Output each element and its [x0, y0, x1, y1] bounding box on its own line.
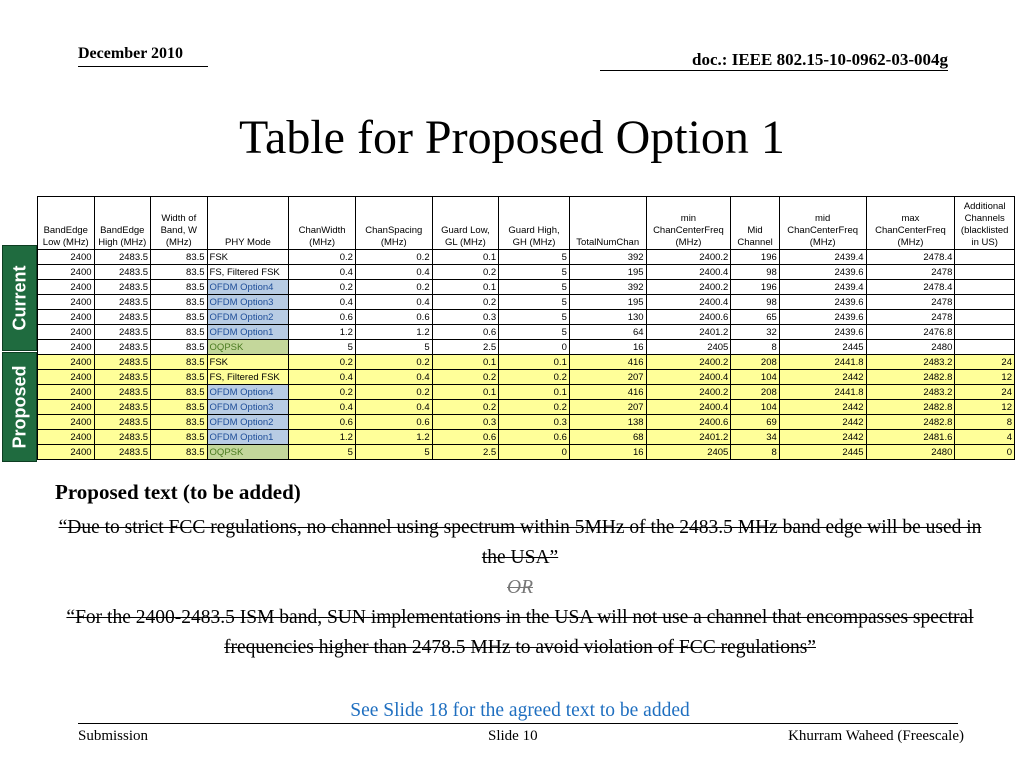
table-cell: 68 — [569, 430, 646, 445]
table-cell — [955, 295, 1015, 310]
table-cell: 2400 — [38, 400, 95, 415]
table-cell: 104 — [731, 370, 779, 385]
table-row — [38, 355, 1015, 370]
table-cell: 5 — [289, 340, 356, 355]
table-cell: 1.2 — [289, 325, 356, 340]
header-date-rule — [78, 66, 208, 67]
phy-mode-cell: FSK — [207, 250, 289, 265]
table-cell: 0 — [499, 445, 570, 460]
table-cell: 0.4 — [355, 400, 432, 415]
table-cell: 1.2 — [355, 430, 432, 445]
table-header-cell: PHY Mode — [207, 197, 289, 250]
table-cell: 83.5 — [151, 265, 208, 280]
quote-usa-band-edge: “Due to strict FCC regulations, no channel using spectrum within 5MHz of the 2483.5 MHz band edge will be used in the USA” — [58, 517, 982, 568]
table-cell: 0.2 — [355, 385, 432, 400]
table-row — [38, 250, 1015, 265]
table-cell: 2400.6 — [646, 310, 731, 325]
table-cell: 2439.6 — [779, 265, 866, 280]
table-row — [38, 280, 1015, 295]
table-cell: 2478.4 — [866, 280, 955, 295]
table-cell: 196 — [731, 250, 779, 265]
table-cell: 0.2 — [289, 355, 356, 370]
table-cell: 8 — [731, 445, 779, 460]
table-cell: 2400 — [38, 370, 95, 385]
table-cell: 2478.4 — [866, 250, 955, 265]
table-cell: 0.2 — [432, 295, 499, 310]
table-cell: 2400 — [38, 355, 95, 370]
table-cell: 0.6 — [499, 430, 570, 445]
table-cell: 24 — [955, 355, 1015, 370]
table-row — [38, 265, 1015, 280]
table-cell: 2439.4 — [779, 250, 866, 265]
agreed-text-note: See Slide 18 for the agreed text to be added — [350, 700, 690, 721]
table-cell: 2400 — [38, 325, 95, 340]
table-cell: 0.6 — [355, 415, 432, 430]
table-cell: 2483.5 — [94, 250, 151, 265]
table-cell: 0.2 — [289, 280, 356, 295]
table-cell: 392 — [569, 280, 646, 295]
table-header-cell: Guard High, GH (MHz) — [499, 197, 570, 250]
side-label-current — [2, 245, 37, 351]
table-cell: 2400.2 — [646, 355, 731, 370]
table-cell: 0.6 — [289, 310, 356, 325]
phy-mode-cell: OFDM Option1 — [207, 430, 289, 445]
table-cell: 83.5 — [151, 370, 208, 385]
table-cell: 416 — [569, 385, 646, 400]
table-cell: 8 — [955, 415, 1015, 430]
table-cell: 2483.5 — [94, 310, 151, 325]
table-cell: 416 — [569, 355, 646, 370]
table-cell: 0.4 — [289, 370, 356, 385]
table-cell: 2483.5 — [94, 295, 151, 310]
phy-mode-cell: OFDM Option3 — [207, 295, 289, 310]
phy-mode-cell: FS, Filtered FSK — [207, 265, 289, 280]
slide-title: Table for Proposed Option 1 — [239, 111, 785, 164]
table-cell: 0.4 — [289, 295, 356, 310]
table-cell: 2441.8 — [779, 355, 866, 370]
table-header-cell: ChanWidth (MHz) — [289, 197, 356, 250]
table-cell: 83.5 — [151, 250, 208, 265]
table-cell: 69 — [731, 415, 779, 430]
table-cell: 0.3 — [432, 415, 499, 430]
table-cell: 2400.2 — [646, 385, 731, 400]
table-cell: 2483.5 — [94, 430, 151, 445]
table-cell: 2442 — [779, 400, 866, 415]
table-cell: 2405 — [646, 340, 731, 355]
table-row — [38, 340, 1015, 355]
table-cell — [955, 340, 1015, 355]
table-cell: 2439.6 — [779, 295, 866, 310]
table-row — [38, 445, 1015, 460]
table-cell: 2400 — [38, 265, 95, 280]
table-cell: 0.2 — [432, 265, 499, 280]
channel-table-wrap — [37, 196, 1015, 460]
table-cell: 0.2 — [355, 250, 432, 265]
table-cell: 2400 — [38, 280, 95, 295]
table-cell: 208 — [731, 385, 779, 400]
table-cell: 104 — [731, 400, 779, 415]
header-date: December 2010 — [78, 45, 183, 62]
table-row — [38, 370, 1015, 385]
table-cell: 16 — [569, 445, 646, 460]
table-cell: 12 — [955, 370, 1015, 385]
table-cell: 24 — [955, 385, 1015, 400]
footer-rule — [78, 723, 958, 724]
table-cell: 83.5 — [151, 400, 208, 415]
table-cell: 2439.6 — [779, 310, 866, 325]
table-cell: 0.2 — [289, 385, 356, 400]
table-cell: 5 — [499, 295, 570, 310]
table-row — [38, 310, 1015, 325]
table-cell: 138 — [569, 415, 646, 430]
table-cell: 4 — [955, 430, 1015, 445]
table-cell: 5 — [499, 325, 570, 340]
table-cell — [955, 265, 1015, 280]
table-cell: 2400 — [38, 250, 95, 265]
phy-mode-cell: OFDM Option4 — [207, 280, 289, 295]
table-cell: 2401.2 — [646, 430, 731, 445]
table-cell: 2400.2 — [646, 250, 731, 265]
table-cell — [955, 280, 1015, 295]
table-cell: 392 — [569, 250, 646, 265]
table-cell: 5 — [499, 250, 570, 265]
channel-table — [37, 196, 1015, 460]
table-row — [38, 430, 1015, 445]
side-label-proposed-text: Proposed — [9, 365, 29, 449]
table-cell: 2483.5 — [94, 265, 151, 280]
table-cell: 2483.5 — [94, 415, 151, 430]
table-cell: 2400 — [38, 385, 95, 400]
table-cell: 1.2 — [355, 325, 432, 340]
table-cell: 83.5 — [151, 280, 208, 295]
table-row — [38, 325, 1015, 340]
table-header-cell: mid ChanCenterFreq (MHz) — [779, 197, 866, 250]
table-cell: 34 — [731, 430, 779, 445]
table-cell: 2483.5 — [94, 325, 151, 340]
table-cell: 0.4 — [289, 400, 356, 415]
header-doc-id: doc.: IEEE 802.15-10-0962-03-004g — [692, 50, 948, 69]
table-cell: 0.2 — [355, 280, 432, 295]
table-cell: 2.5 — [432, 445, 499, 460]
table-cell: 83.5 — [151, 340, 208, 355]
table-cell: 2483.5 — [94, 340, 151, 355]
table-cell: 0.4 — [355, 370, 432, 385]
table-cell: 2478 — [866, 265, 955, 280]
table-cell: 0.2 — [432, 400, 499, 415]
table-cell: 2400 — [38, 415, 95, 430]
table-cell: 2405 — [646, 445, 731, 460]
table-cell: 12 — [955, 400, 1015, 415]
table-cell: 2445 — [779, 340, 866, 355]
table-cell: 2483.2 — [866, 355, 955, 370]
table-cell: 2483.5 — [94, 385, 151, 400]
table-header-cell: Width of Band, W (MHz) — [151, 197, 208, 250]
table-cell: 0.2 — [499, 400, 570, 415]
phy-mode-cell: OFDM Option4 — [207, 385, 289, 400]
table-cell: 208 — [731, 355, 779, 370]
table-cell: 2483.5 — [94, 445, 151, 460]
table-cell: 196 — [731, 280, 779, 295]
side-label-proposed — [2, 352, 37, 462]
table-header-cell: Additional Channels (blacklisted in US) — [955, 197, 1015, 250]
table-header-cell: TotalNumChan — [569, 197, 646, 250]
table-cell: 83.5 — [151, 430, 208, 445]
table-cell: 0.3 — [432, 310, 499, 325]
table-cell: 83.5 — [151, 325, 208, 340]
table-row — [38, 385, 1015, 400]
table-cell: 65 — [731, 310, 779, 325]
table-cell: 5 — [499, 280, 570, 295]
table-cell: 2480 — [866, 445, 955, 460]
table-cell — [955, 250, 1015, 265]
table-cell: 195 — [569, 295, 646, 310]
table-cell — [955, 310, 1015, 325]
table-cell: 2478 — [866, 295, 955, 310]
table-cell: 83.5 — [151, 295, 208, 310]
table-cell: 2482.8 — [866, 400, 955, 415]
table-cell: 5 — [499, 310, 570, 325]
table-cell: 83.5 — [151, 310, 208, 325]
table-cell: 130 — [569, 310, 646, 325]
table-cell: 2400.4 — [646, 400, 731, 415]
table-cell: 2483.5 — [94, 370, 151, 385]
quote-ism-band: “For the 2400-2483.5 ISM band, SUN implementations in the USA will not use a channel that encompasses spectral frequencies higher than 2478.5 MHz to avoid violation of FCC regulations” — [66, 607, 974, 658]
phy-mode-cell: FSK — [207, 355, 289, 370]
table-cell: 2442 — [779, 415, 866, 430]
table-cell: 0.6 — [432, 325, 499, 340]
table-cell: 2481.6 — [866, 430, 955, 445]
table-cell: 2483.5 — [94, 400, 151, 415]
table-cell: 207 — [569, 370, 646, 385]
table-cell: 2480 — [866, 340, 955, 355]
table-cell: 83.5 — [151, 385, 208, 400]
phy-mode-cell: OFDM Option1 — [207, 325, 289, 340]
footer-author: Khurram Waheed (Freescale) — [788, 728, 964, 744]
table-cell: 2441.8 — [779, 385, 866, 400]
table-cell: 0.4 — [355, 295, 432, 310]
table-cell: 195 — [569, 265, 646, 280]
phy-mode-cell: OFDM Option3 — [207, 400, 289, 415]
table-header-cell: Mid Channel — [731, 197, 779, 250]
table-cell: 2483.5 — [94, 280, 151, 295]
table-cell: 0.1 — [432, 280, 499, 295]
table-cell: 2483.5 — [94, 355, 151, 370]
header-doc-rule — [600, 70, 948, 71]
table-cell: 2400.4 — [646, 370, 731, 385]
phy-mode-cell: OFDM Option2 — [207, 310, 289, 325]
table-header-cell: BandEdge Low (MHz) — [38, 197, 95, 250]
table-cell: 5 — [289, 445, 356, 460]
phy-mode-cell: OFDM Option2 — [207, 415, 289, 430]
table-cell: 2400.4 — [646, 265, 731, 280]
table-cell: 0 — [955, 445, 1015, 460]
footer-slide-number: Slide 10 — [488, 728, 538, 744]
table-cell: 0.1 — [432, 250, 499, 265]
table-cell: 0.6 — [432, 430, 499, 445]
table-cell: 5 — [355, 445, 432, 460]
table-header-row — [38, 197, 1015, 250]
table-cell: 0.1 — [432, 355, 499, 370]
table-cell: 5 — [355, 340, 432, 355]
table-header-cell: ChanSpacing (MHz) — [355, 197, 432, 250]
table-cell: 2400 — [38, 430, 95, 445]
phy-mode-cell: OQPSK — [207, 445, 289, 460]
table-cell: 2483.2 — [866, 385, 955, 400]
table-cell: 2401.2 — [646, 325, 731, 340]
table-row — [38, 400, 1015, 415]
table-cell: 98 — [731, 295, 779, 310]
table-cell: 2482.8 — [866, 370, 955, 385]
table-cell: 2439.4 — [779, 280, 866, 295]
table-cell: 83.5 — [151, 445, 208, 460]
table-cell: 2442 — [779, 430, 866, 445]
table-cell: 2400.2 — [646, 280, 731, 295]
table-cell: 83.5 — [151, 355, 208, 370]
table-cell: 0.1 — [499, 385, 570, 400]
table-row — [38, 295, 1015, 310]
proposed-text-heading: Proposed text (to be added) — [55, 480, 301, 504]
table-header-cell: BandEdge High (MHz) — [94, 197, 151, 250]
or-separator: OR — [507, 577, 533, 598]
table-cell: 0.2 — [499, 370, 570, 385]
table-cell: 5 — [499, 265, 570, 280]
table-cell: 0.6 — [355, 310, 432, 325]
table-cell: 2476.8 — [866, 325, 955, 340]
side-label-current-text: Current — [9, 265, 29, 331]
table-cell: 2400 — [38, 295, 95, 310]
table-cell: 2400 — [38, 310, 95, 325]
table-cell: 2442 — [779, 370, 866, 385]
table-cell: 2478 — [866, 310, 955, 325]
table-header-cell: Guard Low, GL (MHz) — [432, 197, 499, 250]
table-cell: 8 — [731, 340, 779, 355]
table-cell: 2400 — [38, 445, 95, 460]
table-cell: 1.2 — [289, 430, 356, 445]
table-cell: 207 — [569, 400, 646, 415]
phy-mode-cell: OQPSK — [207, 340, 289, 355]
table-cell: 2439.6 — [779, 325, 866, 340]
table-row — [38, 415, 1015, 430]
footer-submission: Submission — [78, 728, 149, 744]
table-cell: 0.6 — [289, 415, 356, 430]
table-cell: 16 — [569, 340, 646, 355]
table-cell: 2.5 — [432, 340, 499, 355]
table-header-cell: max ChanCenterFreq (MHz) — [866, 197, 955, 250]
table-cell: 0.3 — [499, 415, 570, 430]
table-body — [38, 250, 1015, 460]
table-cell: 0 — [499, 340, 570, 355]
table-header-cell: min ChanCenterFreq (MHz) — [646, 197, 731, 250]
table-cell: 0.4 — [289, 265, 356, 280]
table-cell: 0.1 — [432, 385, 499, 400]
table-cell: 2400.4 — [646, 295, 731, 310]
table-cell: 2400.6 — [646, 415, 731, 430]
table-cell: 64 — [569, 325, 646, 340]
table-cell: 32 — [731, 325, 779, 340]
table-cell: 0.2 — [289, 250, 356, 265]
table-cell: 2482.8 — [866, 415, 955, 430]
table-cell — [955, 325, 1015, 340]
table-cell: 83.5 — [151, 415, 208, 430]
table-cell: 2400 — [38, 340, 95, 355]
table-cell: 0.1 — [499, 355, 570, 370]
table-cell: 0.2 — [432, 370, 499, 385]
phy-mode-cell: FS, Filtered FSK — [207, 370, 289, 385]
table-cell: 98 — [731, 265, 779, 280]
table-cell: 0.4 — [355, 265, 432, 280]
table-cell: 2445 — [779, 445, 866, 460]
table-cell: 0.2 — [355, 355, 432, 370]
